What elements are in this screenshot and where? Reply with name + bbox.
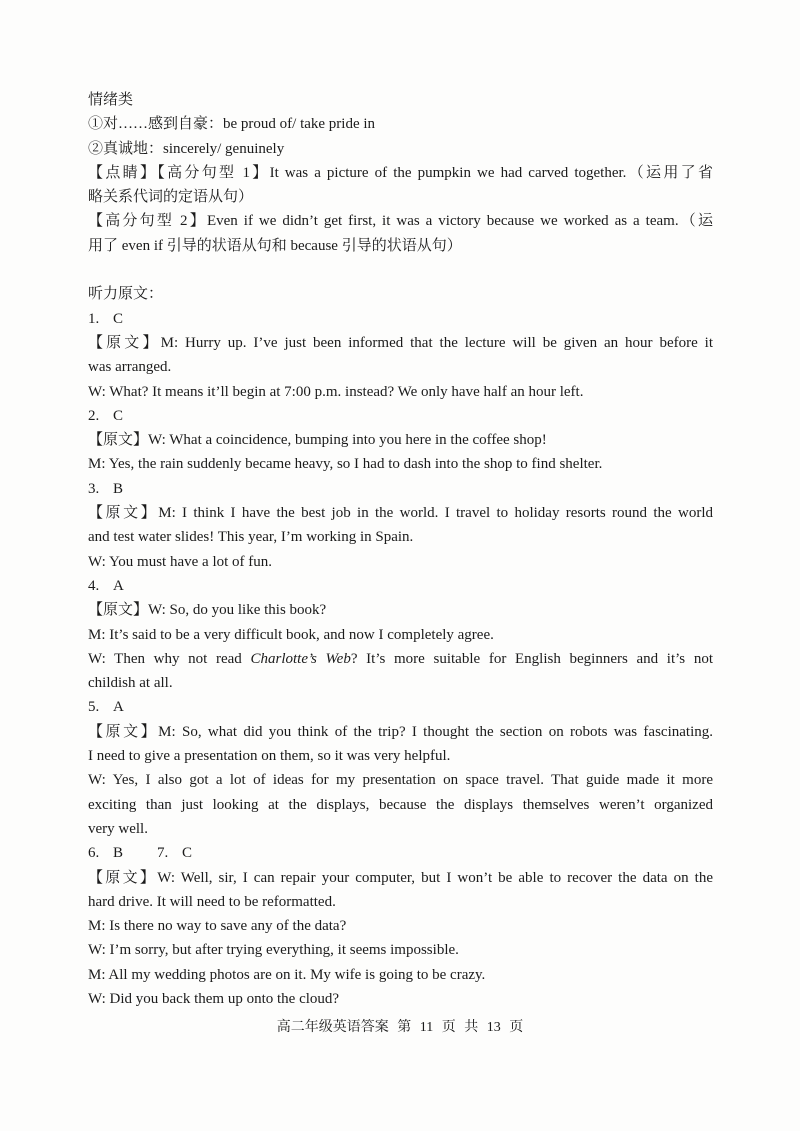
answer-choice: A	[113, 577, 124, 594]
text-line: I need to give a presentation on them, so it was very helpful.	[88, 748, 451, 765]
answer-item	[88, 841, 123, 865]
question-number: 3.	[88, 480, 100, 497]
answer-key	[88, 695, 713, 719]
question-number: 7.	[157, 845, 169, 862]
text-line: 略关系代词的定语从句）	[88, 189, 254, 206]
text-line: 【原文】M: So, what did you think of the trip? I thought the section on robots was fascinating.	[88, 723, 713, 740]
text-line: W: Yes, I also got a lot of ideas for my presentation on space travel. That guide made it more	[88, 772, 713, 789]
question-number: 4.	[88, 577, 100, 594]
text-line	[88, 647, 713, 671]
transcript-paragraph	[88, 331, 713, 380]
transcript-paragraph	[88, 501, 713, 550]
highlight-sentences	[88, 161, 713, 258]
category-heading: 情绪类	[88, 92, 134, 108]
question-block	[88, 841, 713, 1011]
answer-item	[88, 477, 123, 501]
answer-choice: B	[113, 845, 124, 862]
listening-heading: 听力原文：	[88, 286, 164, 303]
transcript-paragraph	[88, 598, 713, 622]
question-number: 6.	[88, 845, 100, 862]
text-line: M: Yes, the rain suddenly became heavy, so I had to dash into the shop to find shelter.	[88, 456, 603, 473]
transcript-paragraph	[88, 768, 713, 841]
text-line: W: Did you back them up onto the cloud?	[88, 990, 340, 1007]
answer-choice: C	[182, 845, 193, 862]
transcript-paragraph	[88, 452, 713, 476]
answer-item	[88, 695, 124, 719]
text-line: M: Is there no way to save any of the data?	[88, 918, 347, 935]
highlight-paragraph	[88, 209, 713, 258]
transcript-paragraph	[88, 550, 713, 574]
note-item: ②真诚地：sincerely/ genuinely	[88, 140, 285, 157]
text-line: hard drive. It will need to be reformatted.	[88, 893, 336, 910]
page-footer: 高二年级英语答案 第 11 页 共 13 页	[276, 1020, 524, 1035]
text-line: and test water slides! This year, I’m working in Spain.	[88, 529, 414, 546]
text-line: W: You must have a lot of fun.	[88, 553, 273, 570]
transcript-paragraph	[88, 866, 713, 915]
answer-choice: C	[113, 407, 124, 424]
transcript-paragraph	[88, 914, 713, 938]
notes-section	[88, 88, 713, 258]
text-line: 【原文】W: What a coincidence, bumping into you here in the coffee shop!	[88, 432, 547, 449]
answer-key	[88, 477, 713, 501]
transcript-paragraph	[88, 938, 713, 962]
text-line: very well.	[88, 820, 148, 837]
transcript-paragraph	[88, 428, 713, 452]
question-block	[88, 695, 713, 841]
transcript-paragraph	[88, 720, 713, 769]
text-line: W: What? It means it’ll begin at 7:00 p.m. instead? We only have half an hour left.	[88, 383, 584, 400]
text-line: childish at all.	[88, 675, 173, 692]
answer-key	[88, 307, 713, 331]
text-line: M: All my wedding photos are on it. My wife is going to be crazy.	[88, 966, 486, 983]
transcript-paragraph	[88, 987, 713, 1011]
transcript-paragraph	[88, 647, 713, 696]
answer-key	[88, 404, 713, 428]
page-content	[88, 88, 713, 1011]
question-block	[88, 574, 713, 695]
question-block	[88, 404, 713, 477]
text-line: 【原文】W: So, do you like this book?	[88, 602, 327, 619]
highlight-paragraph	[88, 161, 713, 210]
text-line: M: It’s said to be a very difficult book, and now I completely agree.	[88, 626, 494, 643]
transcript-paragraph	[88, 380, 713, 404]
question-number: 2.	[88, 407, 100, 424]
text-line: 用了 even if 引导的状语从句和 because 引导的状语从句）	[88, 237, 462, 254]
transcript-paragraph	[88, 623, 713, 647]
text-line: 【点睛】【高分句型 1】It was a picture of the pumpkin we had carved together.（运用了省	[88, 164, 713, 181]
answer-choice: C	[113, 310, 124, 327]
transcript-paragraph	[88, 963, 713, 987]
answer-key	[88, 841, 713, 865]
text-segment: W: Then why not read	[88, 650, 251, 667]
note-item: ①对……感到自豪：be proud of/ take pride in	[88, 116, 376, 133]
question-number: 1.	[88, 310, 100, 327]
text-line: exciting than just looking at the displays, because the displays themselves weren’t organized	[88, 796, 713, 813]
question-number: 5.	[88, 699, 100, 716]
text-line: 【高分句型 2】Even if we didn’t get first, it was a victory because we worked as a team.（运	[88, 213, 713, 230]
text-line: 【原文】M: Hurry up. I’ve just been informed that the lecture will be given an hour before it	[88, 334, 713, 351]
answer-item	[157, 841, 192, 865]
text-line: 【原文】M: I think I have the best job in the world. I travel to holiday resorts round the world	[88, 505, 713, 522]
question-block	[88, 307, 713, 404]
answer-item	[88, 307, 123, 331]
answer-item	[88, 574, 124, 598]
question-list	[88, 307, 713, 1012]
answer-choice: A	[113, 699, 124, 716]
answer-item	[88, 404, 123, 428]
book-title: Charlotte’s Web	[250, 650, 351, 667]
answer-key	[88, 574, 713, 598]
text-line: 【原文】W: Well, sir, I can repair your computer, but I won’t be able to recover the data on the	[88, 869, 713, 886]
question-block	[88, 477, 713, 574]
answer-choice: B	[113, 480, 124, 497]
listening-section	[88, 282, 713, 1011]
text-line: W: I’m sorry, but after trying everything, it seems impossible.	[88, 942, 459, 959]
text-segment: ? It’s more suitable for English beginners and it’s not	[350, 650, 713, 667]
text-line: was arranged.	[88, 359, 172, 376]
